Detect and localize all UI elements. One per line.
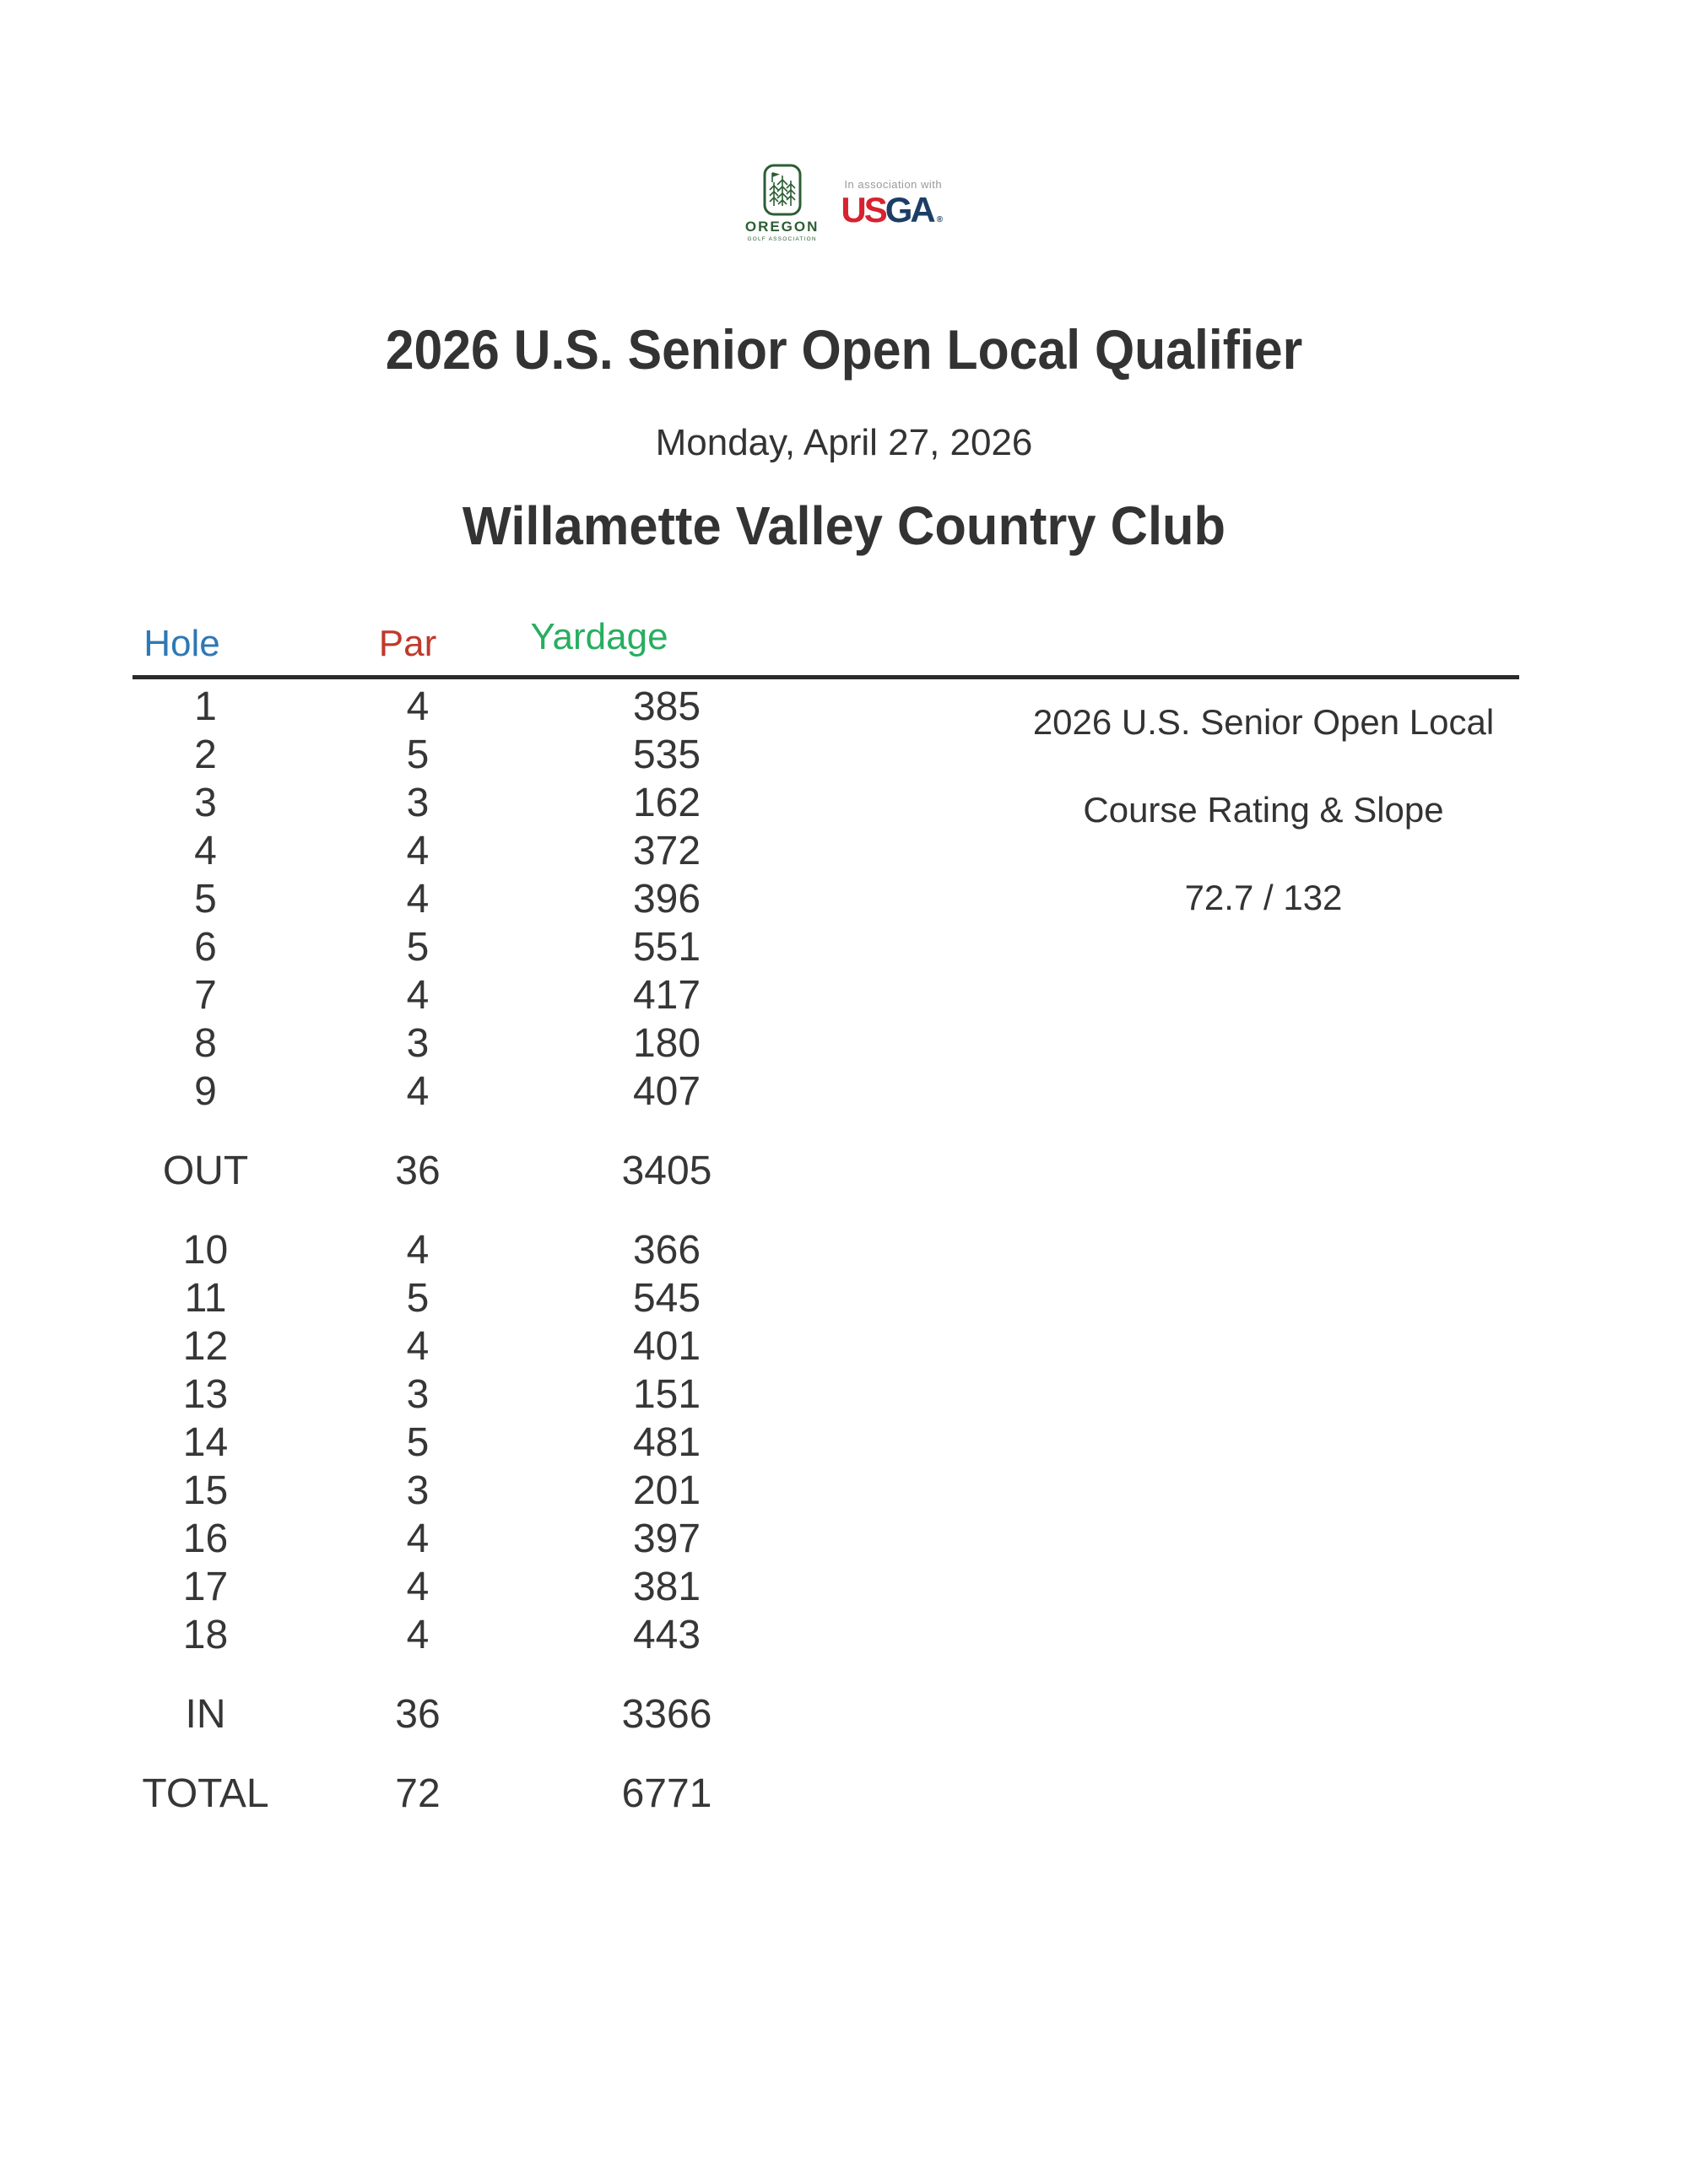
table-row bbox=[133, 1467, 1519, 1515]
hole-cell: 18 bbox=[182, 1613, 229, 1657]
par-cell: 4 bbox=[406, 1069, 430, 1114]
table-row bbox=[133, 1019, 1519, 1068]
par-cell: 3 bbox=[406, 1372, 430, 1417]
hole-cell: OUT bbox=[162, 1149, 249, 1193]
yardage-cell: 396 bbox=[632, 877, 701, 922]
par-cell: 36 bbox=[395, 1692, 441, 1737]
yardage-cell: 381 bbox=[632, 1565, 701, 1609]
par-cell: 4 bbox=[406, 1565, 430, 1609]
yardage-column-header: Yardage bbox=[530, 616, 668, 657]
table-row bbox=[133, 1370, 1519, 1419]
hole-cell: 16 bbox=[182, 1516, 229, 1561]
hole-cell: 7 bbox=[194, 973, 217, 1018]
hole-cell: 6 bbox=[194, 925, 217, 970]
yardage-cell: 401 bbox=[632, 1324, 701, 1369]
hole-cell: 9 bbox=[194, 1069, 217, 1114]
table-row bbox=[133, 1563, 1519, 1611]
hole-column-header: Hole bbox=[143, 623, 220, 664]
par-cell: 72 bbox=[395, 1771, 441, 1816]
side-info-panel bbox=[977, 702, 1550, 918]
oregon-trees-emblem-icon bbox=[763, 164, 802, 216]
table-row bbox=[133, 923, 1519, 971]
table-row bbox=[133, 1611, 1519, 1659]
yardage-cell: 481 bbox=[632, 1420, 701, 1465]
par-cell: 4 bbox=[406, 1228, 430, 1273]
par-cell: 5 bbox=[406, 925, 430, 970]
yardage-cell: 372 bbox=[632, 829, 701, 873]
usga-wordmark bbox=[841, 192, 943, 228]
flag-icon bbox=[772, 172, 780, 182]
par-cell: 4 bbox=[406, 877, 430, 922]
yardage-cell: 3405 bbox=[621, 1149, 712, 1193]
venue-name: Willamette Valley Country Club bbox=[462, 495, 1226, 556]
table-row bbox=[133, 971, 1519, 1019]
par-cell: 5 bbox=[406, 733, 430, 777]
yardage-cell: 366 bbox=[632, 1228, 701, 1273]
page-title: 2026 U.S. Senior Open Local Qualifier bbox=[385, 318, 1303, 381]
yardage-cell: 545 bbox=[632, 1276, 701, 1321]
registered-trademark-icon: ® bbox=[936, 215, 944, 224]
yardage-cell: 201 bbox=[632, 1468, 701, 1513]
yardage-cell: 551 bbox=[632, 925, 701, 970]
par-column-header: Par bbox=[378, 623, 437, 664]
hole-cell: 15 bbox=[182, 1468, 229, 1513]
hole-cell: TOTAL bbox=[142, 1771, 269, 1816]
yardage-cell: 385 bbox=[632, 684, 701, 729]
hole-cell: 4 bbox=[194, 829, 217, 873]
side-event-name: 2026 U.S. Senior Open Local bbox=[1032, 702, 1495, 742]
table-header-row bbox=[133, 613, 1519, 679]
table-row bbox=[133, 1322, 1519, 1370]
hole-cell: 1 bbox=[194, 684, 217, 729]
hole-cell: 10 bbox=[182, 1228, 229, 1273]
table-row bbox=[133, 1068, 1519, 1116]
par-cell: 4 bbox=[406, 684, 430, 729]
hole-cell: 8 bbox=[194, 1021, 217, 1066]
hole-cell: 2 bbox=[194, 733, 217, 777]
usga-tagline: In association with bbox=[844, 178, 943, 191]
table-row bbox=[133, 1226, 1519, 1274]
par-cell: 4 bbox=[406, 973, 430, 1018]
yardage-cell: 397 bbox=[632, 1516, 701, 1561]
par-cell: 4 bbox=[406, 1516, 430, 1561]
hole-cell: 12 bbox=[182, 1324, 229, 1369]
table-row bbox=[133, 1690, 1519, 1738]
hole-cell: 13 bbox=[182, 1372, 229, 1417]
yardage-cell: 535 bbox=[632, 733, 701, 777]
yardage-cell: 407 bbox=[632, 1069, 701, 1114]
hole-cell: 3 bbox=[194, 781, 217, 825]
event-date: Monday, April 27, 2026 bbox=[655, 422, 1033, 463]
oregon-logo-name: OREGON bbox=[744, 219, 820, 235]
par-cell: 3 bbox=[406, 1021, 430, 1066]
usga-us-letters: US bbox=[841, 190, 885, 230]
yardage-cell: 151 bbox=[632, 1372, 701, 1417]
par-cell: 3 bbox=[406, 1468, 430, 1513]
par-cell: 4 bbox=[406, 1613, 430, 1657]
hole-cell: 5 bbox=[194, 877, 217, 922]
par-cell: 4 bbox=[406, 829, 430, 873]
usga-ga-letters: GA bbox=[885, 190, 933, 230]
hole-cell: 17 bbox=[182, 1565, 229, 1609]
yardage-cell: 3366 bbox=[621, 1692, 712, 1737]
hole-cell: 14 bbox=[182, 1420, 229, 1465]
yardage-cell: 180 bbox=[632, 1021, 701, 1066]
table-row bbox=[133, 1274, 1519, 1322]
course-rating-value: 72.7 / 132 bbox=[1184, 878, 1343, 917]
yardage-cell: 162 bbox=[632, 781, 701, 825]
table-row bbox=[133, 1515, 1519, 1563]
yardage-cell: 443 bbox=[632, 1613, 701, 1657]
par-cell: 36 bbox=[395, 1149, 441, 1193]
yardage-cell: 417 bbox=[632, 973, 701, 1018]
logo-row bbox=[0, 164, 1688, 242]
table-row bbox=[133, 1147, 1519, 1195]
par-cell: 4 bbox=[406, 1324, 430, 1369]
par-cell: 5 bbox=[406, 1420, 430, 1465]
oregon-golf-association-logo bbox=[745, 164, 820, 242]
table-row bbox=[133, 1770, 1519, 1818]
table-row bbox=[133, 1419, 1519, 1467]
yardage-cell: 6771 bbox=[621, 1771, 712, 1816]
usga-logo bbox=[841, 178, 943, 228]
par-cell: 5 bbox=[406, 1276, 430, 1321]
hole-cell: 11 bbox=[184, 1276, 227, 1321]
par-cell: 3 bbox=[406, 781, 430, 825]
course-rating-label: Course Rating & Slope bbox=[1083, 790, 1444, 830]
hole-cell: IN bbox=[185, 1692, 226, 1737]
oregon-logo-subtitle: GOLF ASSOCIATION bbox=[747, 236, 817, 242]
